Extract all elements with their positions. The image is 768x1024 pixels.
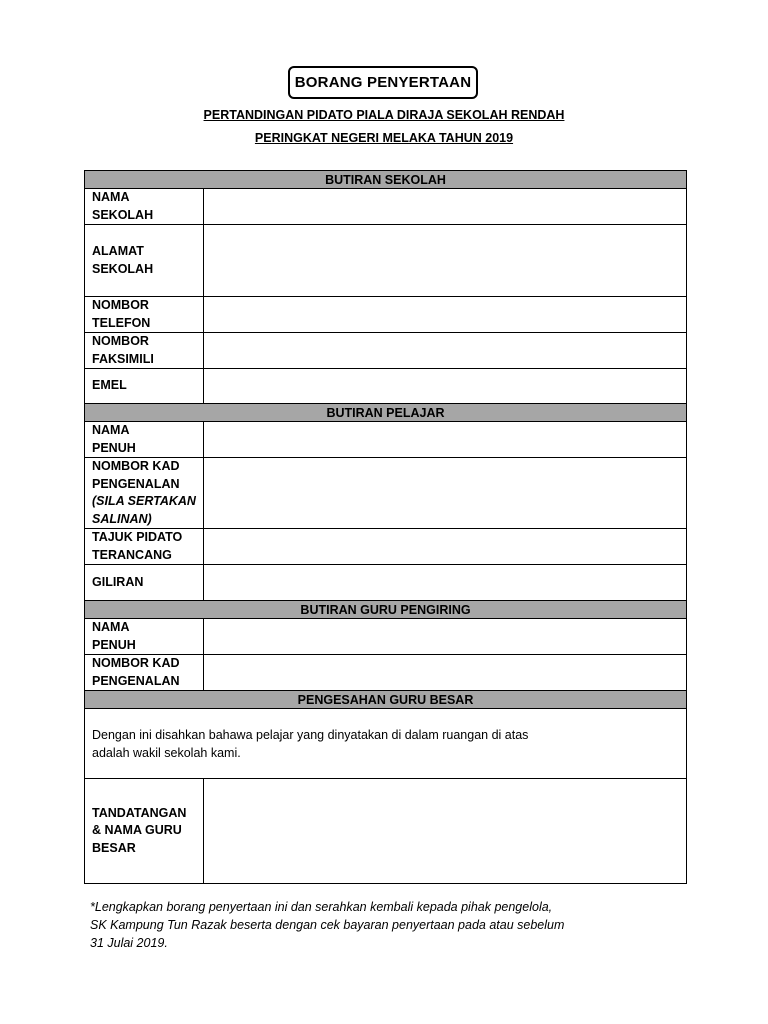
footnote — [90, 898, 690, 952]
footnote-line: SK Kampung Tun Razak beserta dengan cek bayaran penyertaan pada atau sebelum — [90, 918, 565, 932]
form-title-text: BORANG PENYERTAAN — [294, 74, 472, 91]
field-speech-title[interactable] — [204, 529, 687, 565]
field-teacher-ic-number[interactable] — [204, 655, 687, 691]
field-school-name[interactable] — [204, 189, 687, 225]
field-headmaster-signature[interactable] — [204, 779, 687, 884]
competition-level: PERINGKAT NEGERI MELAKA TAHUN 2019 — [254, 131, 514, 145]
verification-statement: Dengan ini disahkan bahawa pelajar yang dinyatakan di dalam ruangan di atas adalah wakil sekolah kami. — [85, 709, 687, 779]
footnote-line: *Lengkapkan borang penyertaan ini dan serahkan kembali kepada pihak pengelola, — [90, 900, 553, 914]
section-header-school: BUTIRAN SEKOLAH — [85, 171, 687, 189]
registration-form-table — [84, 170, 687, 884]
section-header-headmaster-verification: PENGESAHAN GURU BESAR — [85, 691, 687, 709]
label-school-address: ALAMAT SEKOLAH — [85, 225, 204, 297]
field-fax-number[interactable] — [204, 333, 687, 369]
label-teacher-full-name: NAMA PENUH — [85, 619, 204, 655]
label-teacher-ic-number: NOMBOR KAD PENGENALAN — [85, 655, 204, 691]
label-speech-title: TAJUK PIDATO TERANCANG — [85, 529, 204, 565]
field-school-address[interactable] — [204, 225, 687, 297]
field-email[interactable] — [204, 369, 687, 404]
label-fax-number: NOMBOR FAKSIMILI — [85, 333, 204, 369]
field-teacher-full-name[interactable] — [204, 619, 687, 655]
label-headmaster-signature: TANDATANGAN & NAMA GURU BESAR — [85, 779, 204, 884]
field-student-ic-number[interactable] — [204, 458, 687, 529]
label-phone-number: NOMBOR TELEFON — [85, 297, 204, 333]
label-email: EMEL — [85, 369, 204, 404]
section-header-student: BUTIRAN PELAJAR — [85, 404, 687, 422]
footnote-line: 31 Julai 2019. — [90, 936, 168, 950]
section-header-teacher: BUTIRAN GURU PENGIRING — [85, 601, 687, 619]
label-school-name: NAMA SEKOLAH — [85, 189, 204, 225]
field-student-full-name[interactable] — [204, 422, 687, 458]
field-turn-order[interactable] — [204, 565, 687, 601]
label-student-ic-number: NOMBOR KAD PENGENALAN (SILA SERTAKAN SALINAN) — [85, 458, 204, 529]
label-turn-order: GILIRAN — [85, 565, 204, 601]
field-phone-number[interactable] — [204, 297, 687, 333]
form-title — [288, 66, 478, 99]
label-student-full-name: NAMA PENUH — [85, 422, 204, 458]
competition-title: PERTANDINGAN PIDATO PIALA DIRAJA SEKOLAH RENDAH — [203, 108, 565, 122]
